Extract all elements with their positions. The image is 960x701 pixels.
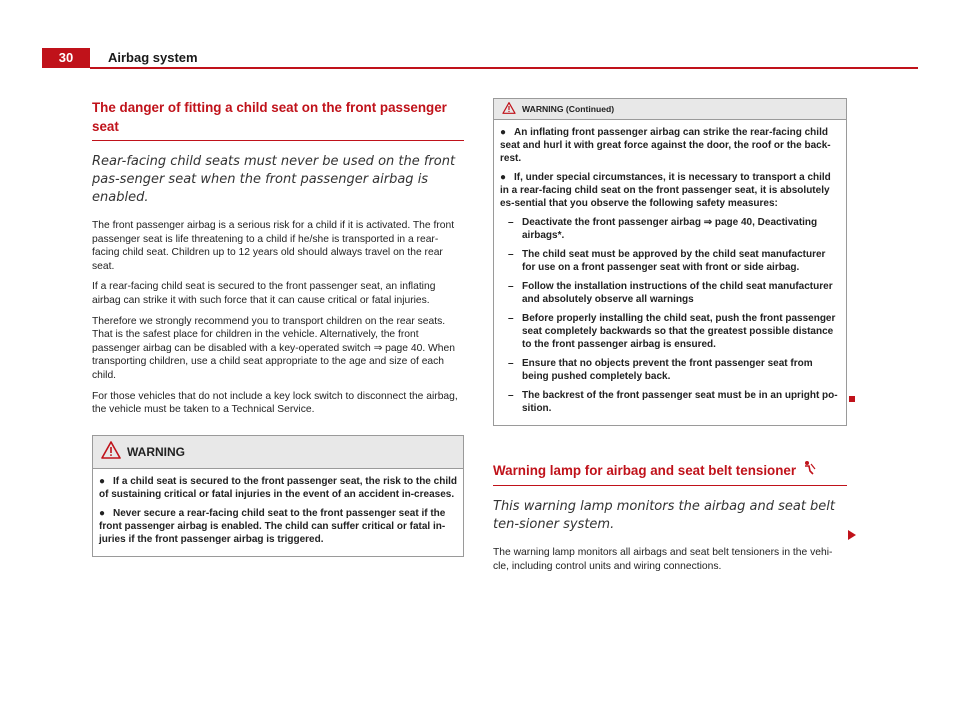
warning-item [500, 126, 840, 165]
bullet: ● [500, 127, 507, 138]
warning-header [494, 99, 846, 120]
warning-subitem [500, 216, 840, 242]
right-column [493, 98, 847, 580]
warning-body [93, 469, 463, 556]
warning-body [494, 120, 846, 425]
warning-header [93, 436, 463, 469]
warning-title: WARNING [127, 444, 185, 459]
warning-subitem-text: Before properly installing the child seat, push the front passenger seat completely backwards so that the greatest possible distance to the front passenger airbag is ensured. [522, 313, 836, 350]
section-title-child-seat: The danger of fitting a child seat on the front passenger seat [92, 98, 464, 141]
warning-item-text: An inflating front passenger airbag can strike the rear-facing child seat and hurl it with great force against the door, the roof or the back-rest. [500, 127, 831, 164]
section-title-text: Warning lamp for airbag and seat belt tensioner [493, 463, 797, 478]
section-title-warning-lamp [493, 460, 847, 486]
end-square-icon [849, 396, 855, 402]
warning-subitem [500, 248, 840, 274]
warning-item-text: Never secure a rear-facing child seat to the front passenger seat if the front passenger airbag is enabled. The child can suffer critical or fatal in-juries if the front passenger airbag is triggered. [99, 507, 446, 545]
body-paragraph: The front passenger airbag is a serious risk for a child if it is activated. The front passenger seat is life threatening to a child if he/she is transported in a rear-facing child seat. Children up to 12 years old should always travel on the rear seat. [92, 220, 455, 272]
dash: – [508, 358, 514, 369]
warning-item-text: If, under special circumstances, it is necessary to transport a child in a rear-facing child seat on the front passenger seat, it is absolutely es-sential that you observe the following safety measures: [500, 172, 831, 209]
warning-subitem-text: The backrest of the front passenger seat must be in an upright po-sition. [522, 390, 838, 414]
warning-triangle-icon [502, 102, 516, 116]
warning-subitem [500, 389, 840, 415]
bullet: ● [500, 172, 507, 183]
section-intro: This warning lamp monitors the airbag and seat belt ten-sioner system. [493, 499, 836, 532]
warning-box-continued [493, 98, 847, 426]
warning-subitem-text: Follow the installation instructions of the child seat manufacturer and absolutely observe all warnings [522, 281, 833, 305]
dash: – [508, 217, 514, 228]
left-column [92, 98, 464, 557]
page-number: 30 [42, 48, 90, 68]
warning-lamp-section [493, 460, 847, 573]
header-divider [90, 67, 918, 69]
warning-title: WARNING (Continued) [522, 104, 615, 114]
warning-item-text: If a child seat is secured to the front passenger seat, the risk to the child of sustaining critical or fatal injuries in the event of an accident in-creases. [99, 475, 457, 500]
airbag-lamp-icon [802, 460, 816, 481]
warning-subitem [500, 312, 840, 351]
continue-arrow-icon [848, 530, 856, 540]
page-header-title: Airbag system [108, 50, 198, 65]
warning-subitem-text: Ensure that no objects prevent the front passenger seat from being pushed completely back. [522, 358, 813, 382]
warning-subitem [500, 357, 840, 383]
bullet: ● [99, 475, 106, 487]
bullet: ● [99, 507, 106, 519]
dash: – [508, 281, 514, 292]
warning-subitem [500, 280, 840, 306]
section-intro: Rear-facing child seats must never be used on the front pas-senger seat when the front passenger airbag is enabled. [92, 154, 456, 205]
warning-subitem-text: The child seat must be approved by the child seat manufacturer for use on a front passenger seat with front or side airbag. [522, 249, 826, 273]
body-paragraph: The warning lamp monitors all airbags and seat belt tensioners in the vehi-cle, including control units and wiring connections. [493, 547, 833, 572]
dash: – [508, 313, 514, 324]
dash: – [508, 390, 514, 401]
warning-box [92, 435, 464, 557]
warning-item [99, 475, 457, 501]
warning-item [500, 171, 840, 210]
warning-triangle-icon [101, 441, 121, 462]
body-paragraph: If a rear-facing child seat is secured to the front passenger seat, an inflating airbag can strike it with such force that it can cause critical or fatal injuries. [92, 281, 436, 306]
body-paragraph: Therefore we strongly recommend you to transport children on the rear seats. That is the safest place for children in the vehicle. Alternatively, the front passenger airbag can be disabled with a key-operated switch ⇒ page 40. When transporting children, use a child seat appropriate to the age and size of each child. [92, 315, 455, 381]
dash: – [508, 249, 514, 260]
warning-item [99, 507, 457, 546]
warning-subitem-text: Deactivate the front passenger airbag ⇒ page 40, Deactivating airbags*. [522, 217, 818, 241]
page-header [0, 0, 960, 70]
body-paragraph: For those vehicles that do not include a key lock switch to disconnect the airbag, the vehicle must be taken to a Technical Service. [92, 390, 458, 416]
